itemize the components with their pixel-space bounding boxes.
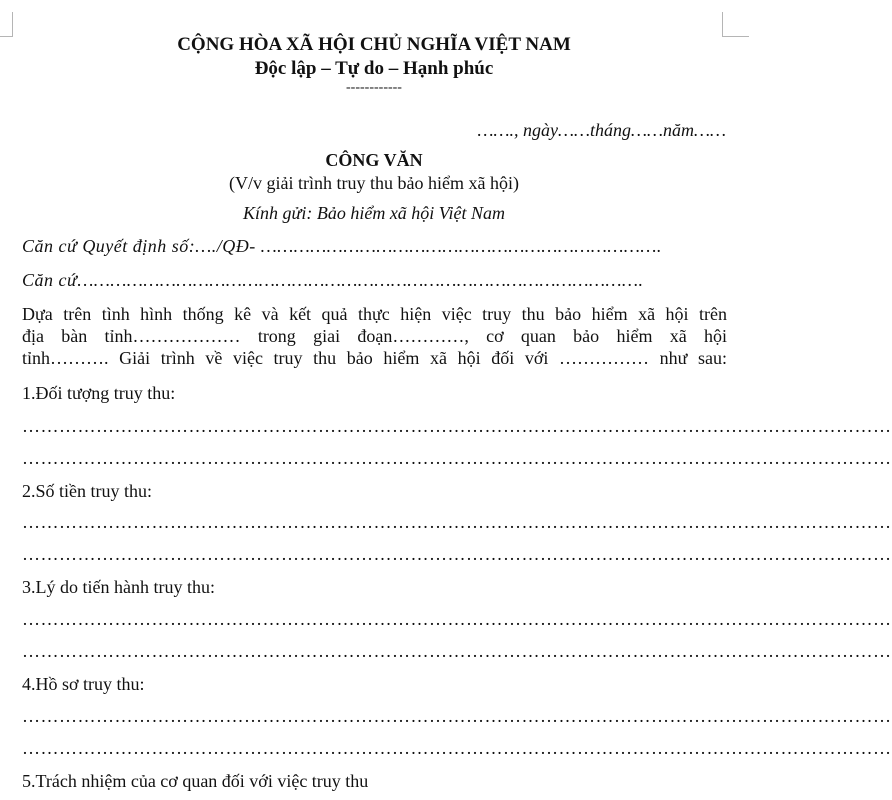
intro-line-2: địa bàn tỉnh……………… trong giai đoạn…………, cơ quan bảo hiểm xã hội: [22, 326, 727, 346]
intro-line-1: Dựa trên tình hình thống kê và kết quả thực hiện việc truy thu bảo hiểm xã hội trên: [22, 304, 727, 324]
section-3-fill-line: ……………………………………………………………………………………………………………………………: [22, 609, 892, 629]
basis-line-2: Căn cứ………………………………………………………………………………………….: [22, 270, 644, 290]
section-2-fill-line: ……………………………………………………………………………………………………………………………: [22, 544, 892, 564]
document-title: CÔNG VĂN: [325, 150, 423, 170]
intro-line-3: tỉnh………. Giải trình về việc truy thu bảo hiểm xã hội đối với …………… như sau:: [22, 348, 727, 368]
recipient-line: Kính gửi: Bảo hiểm xã hội Việt Nam: [243, 203, 505, 223]
section-4-heading: 4.Hồ sơ truy thu:: [22, 674, 145, 694]
section-3-fill-line: ……………………………………………………………………………………………………………………………: [22, 641, 892, 661]
basis-line-1: Căn cứ Quyết định số:…./QĐ- ……………………………………………………………….: [22, 236, 662, 256]
date-line: ……., ngày……tháng……năm……: [477, 120, 726, 140]
document-subject: (V/v giải trình truy thu bảo hiểm xã hội): [229, 173, 519, 193]
section-1-fill-line: ……………………………………………………………………………………………………………………………: [22, 416, 892, 436]
section-1-heading: 1.Đối tượng truy thu:: [22, 383, 176, 403]
section-4-fill-line: ……………………………………………………………………………………………………………………………: [22, 738, 892, 758]
section-2-fill-line: ……………………………………………………………………………………………………………………………: [22, 512, 892, 532]
national-title: CỘNG HÒA XÃ HỘI CHỦ NGHĨA VIỆT NAM: [177, 34, 571, 55]
motto: Độc lập – Tự do – Hạnh phúc: [254, 58, 494, 79]
header-separator: ------------: [346, 80, 402, 95]
section-5-heading: 5.Trách nhiệm của cơ quan đối với việc truy thu: [22, 771, 369, 791]
section-3-heading: 3.Lý do tiến hành truy thu:: [22, 577, 215, 597]
section-4-fill-line: ……………………………………………………………………………………………………………………………: [22, 706, 892, 726]
section-2-heading: 2.Số tiền truy thu:: [22, 481, 152, 501]
section-1-fill-line: ……………………………………………………………………………………………………………………………: [22, 448, 892, 468]
